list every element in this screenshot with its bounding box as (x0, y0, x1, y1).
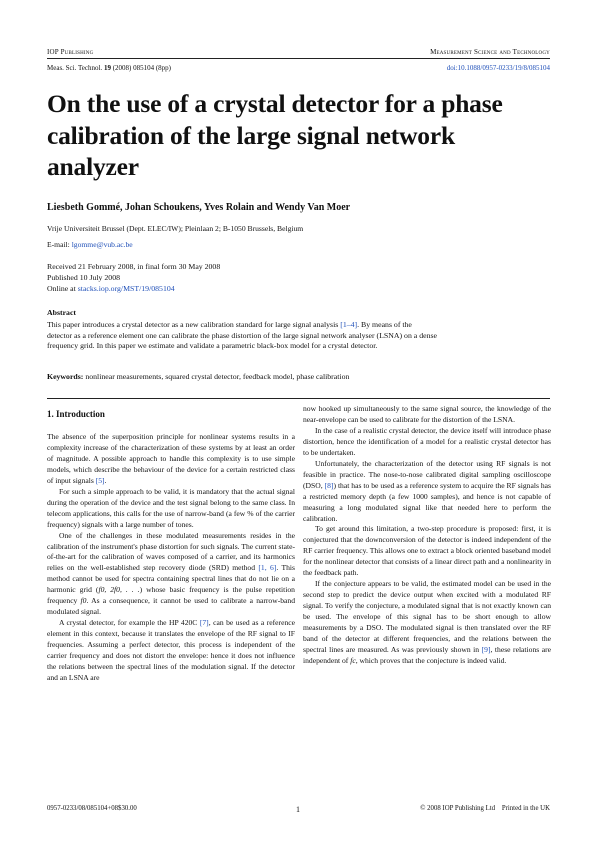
text-run: If the conjecture appears to be valid, the estimated model can be used in the second step to predict the device output when excited with a modulated RF signal. To verify the conjecture, a modulated signal that is not exactly known can be used. The envelope of this signal has to be short enough to allow measurements by a DSO. The modulated signal is then translated over the RF band of the detector at different frequencies, and the relations between the spectral lines are measured. As was previously shown in (303, 579, 551, 654)
keywords (47, 372, 349, 381)
online-link[interactable]: stacks.iop.org/MST/19/085104 (77, 284, 175, 293)
email-label: E-mail: (47, 240, 72, 249)
paragraph (47, 432, 295, 487)
footer-copyright: © 2008 IOP Publishing Ltd Printed in the UK (420, 805, 550, 812)
text-run: , can be used as a reference element in this context, because it translates the envelope of the RF signal to IF frequencies. Assuming a perfect detector, this process is independent of the carrier frequency and does not distort the envelope: hence it does not influence the relations between the spectral lines of the modulation signal. If the detector and an LSNA are (47, 618, 295, 682)
ref-link[interactable]: [5] (95, 475, 105, 485)
abstract-text (47, 320, 437, 352)
online-line (47, 283, 220, 294)
citation (47, 64, 171, 72)
math-run: f0 (80, 596, 87, 606)
ref-link[interactable]: [7] (199, 618, 209, 628)
published-date: Published 10 July 2008 (47, 273, 120, 282)
math-run: f0, 2f0, . . . (98, 585, 140, 595)
abstract-part: . By means of the detector as a reference element one can calibrate the phase distortion of the large signal network analyser (LSNA) on a dense frequency grid. In this paper we estimate and validate a parametric black-box model for a crystal detector. (47, 320, 437, 351)
affiliation: Vrije Universiteit Brussel (Dept. ELEC/IW); Pleinlaan 2; B-1050 Brussels, Belgium (47, 224, 304, 233)
paragraph (303, 459, 551, 525)
citation-prefix: Meas. Sci. Technol. (47, 64, 104, 72)
right-column (303, 404, 551, 667)
section-heading: 1. Introduction (47, 409, 105, 419)
abstract-rule (47, 398, 550, 399)
text-run: The absence of the superposition principle for nonlinear systems results in a complexity increase of the characterization of these systems by at least an order of magnitude. A possible approach to handle this complexity is to use simple models, which describe the behaviour of the device for a certain restricted class of input signals (47, 432, 295, 485)
online-label: Online at (47, 284, 78, 293)
text-run: ) whose basic frequency is the pulse repetition frequency (47, 585, 295, 606)
left-column (47, 408, 295, 684)
footer-issn: 0957-0233/08/085104+08$30.00 (47, 805, 137, 812)
journal-name: Measurement Science and Technology (430, 48, 550, 56)
text-run: . (104, 475, 107, 485)
paragraph (47, 618, 295, 684)
email-link[interactable]: lgomme@vub.ac.be (71, 240, 133, 249)
paragraph: To get around this limitation, a two-step procedure is proposed: first, it is conjectured that the downconversion of the detector is indeed independent of the RF carrier frequency. This allows one to extract a block oriented baseband model for the nonlinear detector that consists of a linear direct path and a nonlinearity in the feedback path. (303, 524, 551, 578)
text-run: One of the challenges in these modulated measurements resides in the calibration of the instrument's phase distortion for such signals. The current state-of-the-art for the calibration of waves composed of a carrier, and its harmonics relies on the well-established step recovery diode (SRD) method (47, 530, 295, 573)
paragraph (303, 579, 551, 667)
ref-link[interactable]: [1, 6] (258, 563, 277, 573)
abstract-part: This paper introduces a crystal detector as a new calibration standard for large signal analysis (47, 320, 341, 329)
text-run: ) that has to be used as a reference system to acquire the RF signals has a restricted memory depth (a few 1000 samples), and hence is not capable of measuring a long modulated signal like that needed here to perform the calibration. (303, 480, 551, 523)
paper-title: On the use of a crystal detector for a phase calibration of the large signal network analyzer (47, 89, 503, 181)
page-number: 1 (296, 805, 300, 814)
doi-link[interactable]: doi:10.1088/0957-0233/19/8/085104 (446, 64, 550, 72)
paragraph: For such a simple approach to be valid, it is mandatory that the actual signal during the operation of the device and the test signal belong to the same class. In telecom applications, this calls for the use of narrow-band (a few % of the carrier frequency) signals with a large number of tones. (47, 486, 295, 529)
received-date: Received 21 February 2008, in final form 30 May 2008 (47, 262, 221, 271)
text-run: , these relations are independent of (303, 644, 551, 665)
ref-link[interactable]: [8] (324, 480, 334, 490)
keywords-list: nonlinear measurements, squared crystal detector, feedback model, phase calibration (85, 372, 350, 381)
paragraph: In the case of a realistic crystal detector, the device itself will introduce phase distortion, hence the identification of a model for a realistic crystal detector has to be undertaken. (303, 425, 551, 457)
email-line (47, 240, 133, 249)
keywords-label: Keywords: (47, 372, 86, 381)
header-rule (47, 58, 550, 59)
ref-link[interactable]: [9] (481, 644, 491, 654)
text-run: . As a consequence, it cannot be used to calibrate a narrow-band modulated signal. (47, 596, 295, 617)
text-run: A crystal detector, for example the HP 420C (59, 618, 200, 628)
abstract-heading: Abstract (47, 308, 77, 317)
text-run: , which proves that the conjecture is indeed valid. (355, 655, 507, 665)
citation-volume: 19 (103, 64, 111, 72)
ref-link[interactable]: [1–4] (340, 320, 358, 329)
paragraph: now hooked up simultaneously to the same signal source, the knowledge of the near-envelope can be used to calibrate for the distortion of the LSNA. (303, 404, 551, 424)
citation-rest: (2008) 085104 (8pp) (110, 64, 172, 72)
publisher-name: IOP Publishing (47, 48, 94, 56)
author-list: Liesbeth Gommé, Johan Schoukens, Yves Rolain and Wendy Van Moer (47, 202, 351, 213)
math-run: fc (350, 655, 356, 665)
paragraph (47, 531, 295, 619)
publication-history (47, 261, 220, 294)
text-run: Unfortunately, the characterization of the detector using RF signals is not feasible in practice. The nose-to-nose calibrated digital sampling oscilloscope (DSO, (303, 458, 551, 490)
text-run: . This method cannot be used for spectra containing spectral lines that do not lie on a harmonic grid ( (47, 563, 295, 595)
